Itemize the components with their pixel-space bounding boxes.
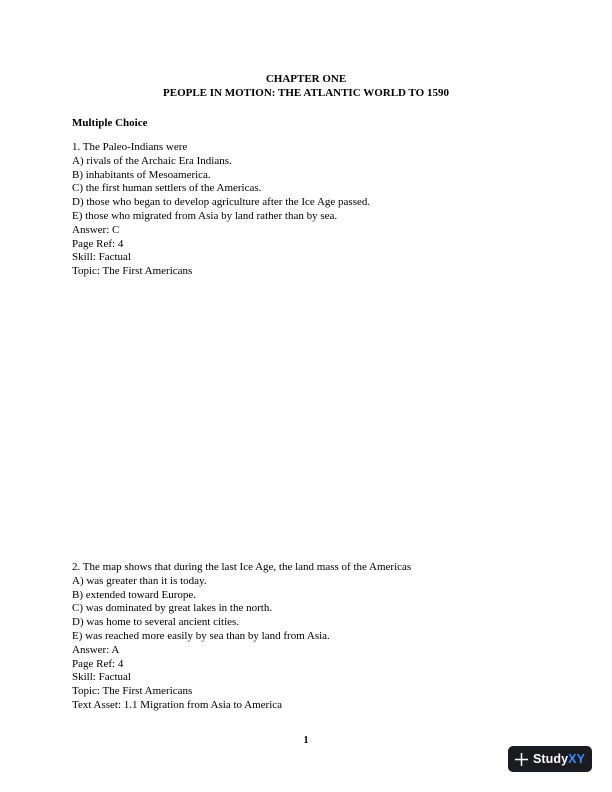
topic-label: Topic: The First Americans — [72, 685, 193, 698]
page-reference: Page Ref: 4 — [72, 657, 124, 670]
skill-label: Skill: Factual — [72, 671, 131, 684]
question-1 — [72, 141, 542, 279]
plus-icon — [515, 753, 528, 766]
section-title: Multiple Choice — [72, 117, 148, 129]
page-reference: Page Ref: 4 — [72, 237, 124, 250]
answer-option: D) those who began to develop agriculture after the Ice Age passed. — [72, 196, 371, 209]
chapter-title: PEOPLE IN MOTION: THE ATLANTIC WORLD TO 1590 — [163, 87, 449, 99]
topic-label: Topic: The First Americans — [72, 265, 193, 278]
studyxy-badge[interactable] — [508, 746, 592, 772]
answer-option: B) inhabitants of Mesoamerica. — [72, 168, 211, 181]
question-prompt: 2. The map shows that during the last Ice Age, the land mass of the Americas — [72, 561, 412, 573]
answer-option: E) those who migrated from Asia by land rather than by sea. — [72, 209, 338, 222]
skill-label: Skill: Factual — [72, 251, 131, 264]
badge-text — [533, 752, 585, 766]
answer-option: B) extended toward Europe. — [72, 588, 197, 601]
answer-option: E) was reached more easily by sea than by land from Asia. — [72, 629, 330, 642]
chapter-heading: CHAPTER ONE — [265, 73, 347, 85]
badge-text-accent: XY — [568, 752, 586, 766]
text-asset-label: Text Asset: 1.1 Migration from Asia to America — [72, 698, 283, 711]
answer-option: C) was dominated by great lakes in the north. — [72, 602, 273, 615]
page-number: 1 — [303, 735, 309, 746]
answer-option: A) was greater than it is today. — [72, 574, 207, 587]
question-prompt: 1. The Paleo-Indians were — [72, 141, 188, 153]
answer-key: Answer: A — [72, 643, 120, 656]
answer-option: D) was home to several ancient cities. — [72, 616, 240, 629]
badge-text-main: Study — [532, 752, 569, 766]
answer-key: Answer: C — [72, 223, 120, 236]
answer-option: A) rivals of the Archaic Era Indians. — [72, 154, 232, 167]
answer-option: C) the first human settlers of the Americas. — [72, 182, 262, 195]
question-2 — [72, 561, 542, 713]
